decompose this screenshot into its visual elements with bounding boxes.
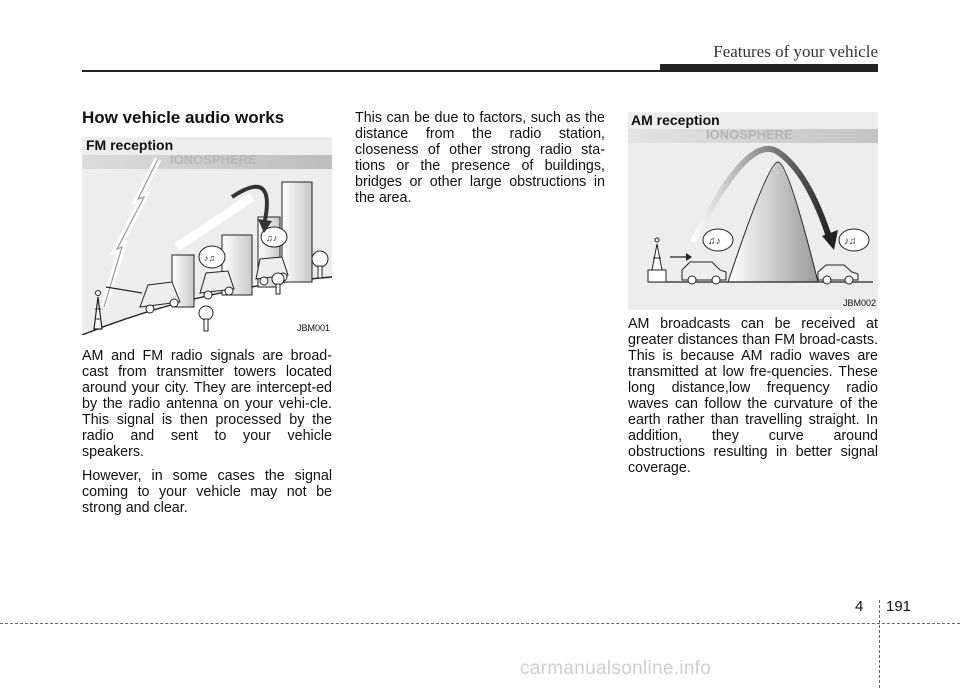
column-3-text — [628, 316, 878, 484]
column-1-text — [82, 348, 332, 524]
page-number: 191 — [886, 598, 912, 615]
chapter-number: 4 — [855, 598, 864, 615]
column-2-text — [355, 110, 605, 214]
section-title: How vehicle audio works — [82, 108, 285, 127]
footer-rule — [0, 623, 960, 624]
transmitter-tower-icon — [94, 291, 102, 330]
car-icon — [682, 262, 726, 284]
am-ionosphere-label: IONOSPHERE — [706, 127, 793, 142]
svg-text:♪♫: ♪♫ — [844, 236, 857, 247]
svg-text:♫♪: ♫♪ — [708, 236, 721, 247]
am-reception-illustration — [628, 112, 878, 310]
transmitter-tower-icon — [648, 238, 666, 282]
svg-text:♫♪: ♫♪ — [266, 233, 278, 243]
paragraph: AM broadcasts can be received at greater distances than FM broad-casts. This is because AM radio waves are transmitted at low fre-quencies. These long distance,low frequency radio waves can follow the curvature of the earth rather than travelling straight. In addition, they curve around obstructions resulting in better signal coverage. — [628, 316, 878, 476]
am-figure-label: AM reception — [631, 112, 720, 128]
fm-figure-label: FM reception — [86, 137, 174, 153]
paragraph: This can be due to factors, such as the distance from the radio station, closeness of other strong radio sta-tions or the presence of buildings, bridges or other large obstructions in the area. — [355, 110, 605, 206]
fm-reception-illustration — [82, 137, 332, 335]
am-figure-code: JBM002 — [842, 298, 876, 308]
header-title: Features of your vehicle — [713, 42, 878, 61]
header-rule — [82, 70, 878, 72]
fm-figure-code: JBM001 — [296, 323, 330, 333]
paragraph: However, in some cases the signal coming to your vehicle may not be strong and clear. — [82, 468, 332, 516]
svg-text:♪♫: ♪♫ — [204, 253, 216, 263]
fm-ionosphere-label: IONOSPHERE — [170, 152, 257, 167]
paragraph: AM and FM radio signals are broad-cast from transmitter towers located around your city. They are intercept-ed by the radio antenna on your vehi-cle. This signal is then processed by the radio and sent to your vehicle speakers. — [82, 348, 332, 460]
fm-reception-figure — [82, 137, 332, 335]
watermark: carmanualsonline.info — [520, 658, 712, 679]
car-icon — [818, 265, 858, 284]
footer-divider — [879, 600, 880, 688]
am-reception-figure — [628, 112, 878, 310]
